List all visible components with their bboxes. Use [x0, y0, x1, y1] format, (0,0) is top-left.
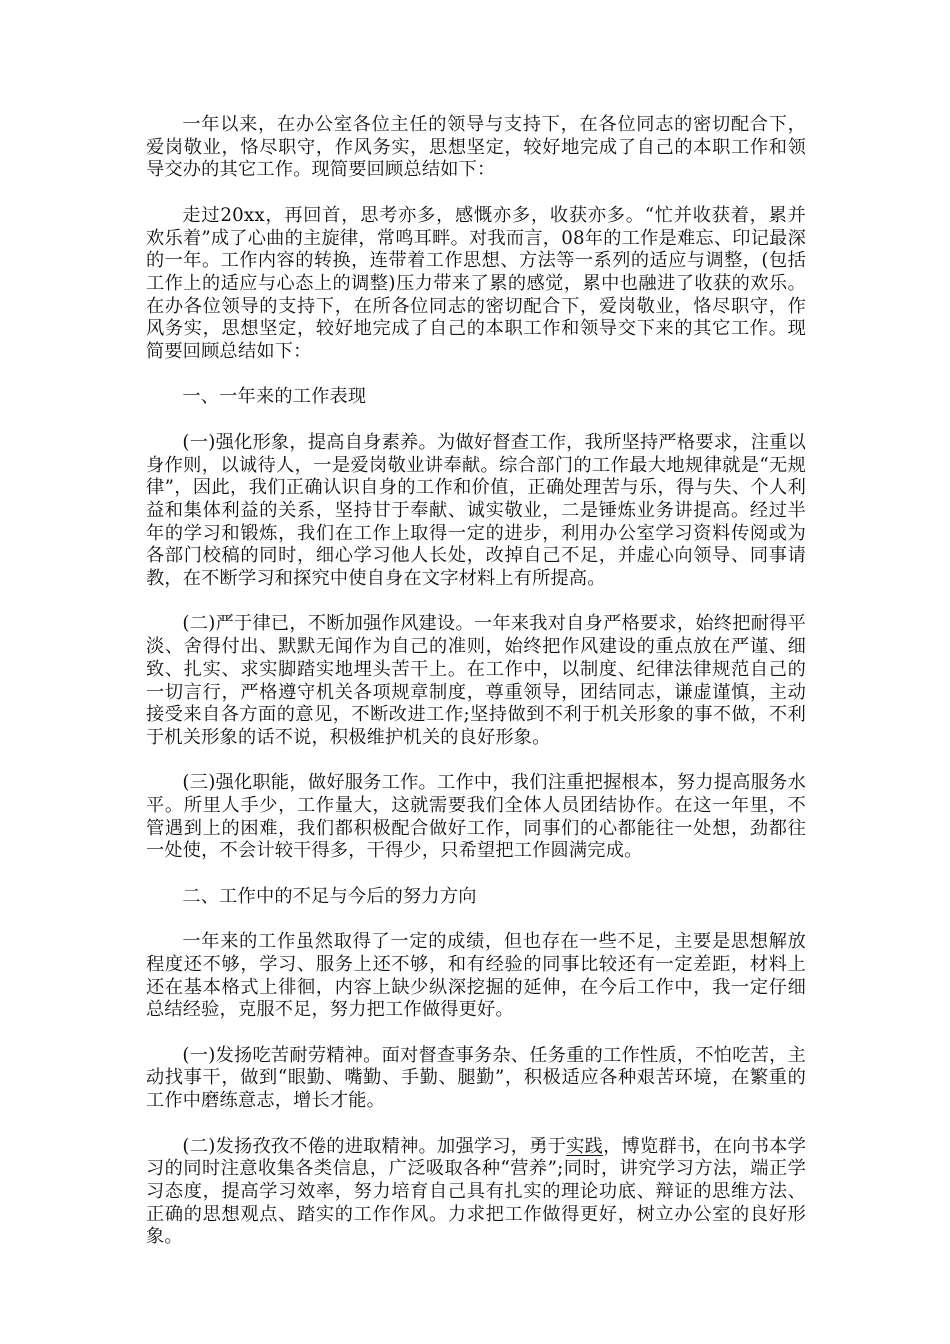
section-1-paragraph-2: (二)严于律已，不断加强作风建设。一年来我对自身严格要求，始终把耐得平淡、舍得付出、默默无闻作为自己的准则，始终把作风建设的重点放在严谨、细致、扎实、求实脚踏实地埋头苦干上。在工作中，以制度、纪律法律规范自己的一切言行，严格遵守机关各项规章制度，尊重领导，团结同志，谦虚谨慎，主动接受来自各方面的意见，不断改进工作;坚持做到不利于机关形象的事不做，不利于机关形象的话不说，积极维护机关的良好形象。	[146, 613, 806, 748]
section-2-heading: 二、工作中的不足与今后的努力方向	[182, 885, 477, 907]
overview-paragraph: 走过20xx，再回首，思考亦多，感慨亦多，收获亦多。“忙并收获着，累并欢乐着”成了心曲的主旋律，常鸣耳畔。对我而言，08年的工作是难忘、印记最深的一年。工作内容的转换，连带着工作思想、方法等一系列的适应与调整，(包括工作上的适应与心态上的调整)压力带来了累的感觉，累中也融进了收获的欢乐。在办各位领导的支持下，在所各位同志的密切配合下，爱岗敬业，恪尽职守，作风务实，思想坚定，较好地完成了自己的本职工作和领导交下来的其它工作。现简要回顾总结如下：	[146, 204, 806, 363]
section-1-paragraph-1: (一)强化形象，提高自身素养。为做好督查工作，我所坚持严格要求，注重以身作则，以诚待人，一是爱岗敬业讲奉献。综合部门的工作最大地规律就是“无规律”，因此，我们正确认识自身的工作和价值，正确处理苦与乐，得与失、个人利益和集体利益的关系，坚持甘于奉献、诚实敬业，二是锤炼业务讲提高。经过半年的学习和锻炼，我们在工作上取得一定的进步，利用办公室学习资料传阅或为各部门校稿的同时，细心学习他人长处，改掉自己不足，并虚心向领导、同事请教，在不断学习和探究中使自身在文字材料上有所提高。	[146, 431, 806, 590]
paragraph-text-before-link: (二)发扬孜孜不倦的进取精神。加强学习，勇于	[182, 1135, 567, 1157]
section-1-heading: 一、一年来的工作表现	[182, 386, 367, 408]
section-2-intro-paragraph: 一年来的工作虽然取得了一定的成绩，但也存在一些不足，主要是思想解放程度还不够，学习、服务上还不够，和有经验的同事比较还有一定差距，材料上还在基本格式上徘徊，内容上缺少纵深挖掘的延伸，在今后工作中，我一定仔细总结经验，克服不足，努力把工作做得更好。	[146, 931, 806, 1021]
section-1-paragraph-3: (三)强化职能，做好服务工作。工作中，我们注重把握根本，努力提高服务水平。所里人手少，工作量大，这就需要我们全体人员团结协作。在这一年里，不管遇到上的困难，我们都积极配合做好工作，同事们的心都能往一处想，劲都往一处使，不会计较干得多，干得少，只希望把工作圆满完成。	[146, 772, 806, 862]
practice-link[interactable]: 实践	[566, 1135, 604, 1157]
section-2-paragraph-1: (一)发扬吃苦耐劳精神。面对督查事务杂、任务重的工作性质，不怕吃苦，主动找事干，做到“眼勤、嘴勤、手勤、腿勤”，积极适应各种艰苦环境，在繁重的工作中磨练意志，增长才能。	[146, 1044, 806, 1112]
section-2-paragraph-2	[146, 1136, 806, 1250]
document-page	[146, 114, 806, 1272]
paragraph-text-after-link: ，博览群书，在向书本学习的同时注意收集各类信息，广泛吸取各种“营养”;同时，讲究学习方法，端正学习态度，提高学习效率，努力培育自己具有扎实的理论功底、辩证的思维方法、正确的思想观点、踏实的工作作风。力求把工作做得更好，树立办公室的良好形象。	[146, 1135, 806, 1248]
intro-paragraph: 一年以来，在办公室各位主任的领导与支持下，在各位同志的密切配合下，爱岗敬业，恪尽职守，作风务实，思想坚定，较好地完成了自己的本职工作和领导交办的其它工作。现简要回顾总结如下：	[146, 114, 806, 181]
